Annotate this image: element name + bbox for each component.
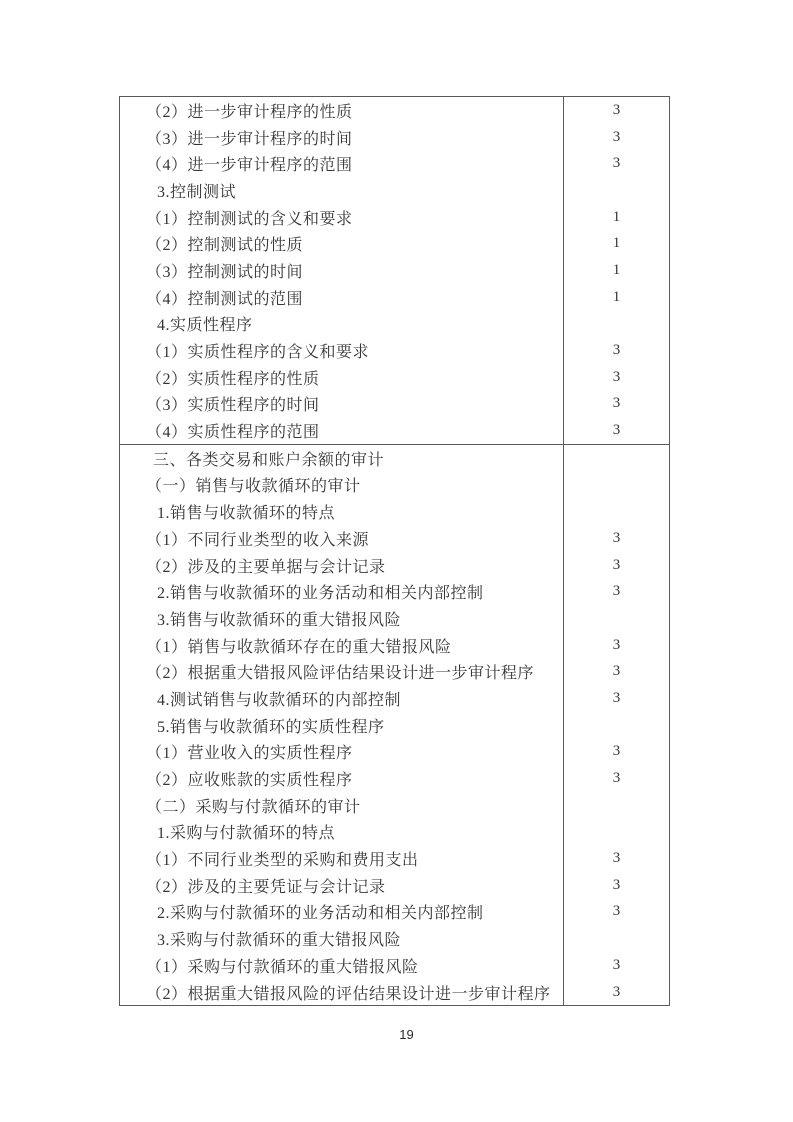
topic-cell: （3）进一步审计程序的时间 [146,130,353,148]
level-cell: 3 [563,525,669,552]
table-row [120,204,669,231]
table-row [120,899,669,926]
table-row [120,391,669,418]
topic-cell: （2）控制测试的性质 [146,237,304,255]
table-row [120,257,669,284]
table-row [120,739,669,766]
topic-cell: （1）不同行业类型的收入来源 [146,531,370,549]
topic-cell: 3.采购与付款循环的重大错报风险 [157,932,402,950]
table-row [120,605,669,632]
level-cell: 3 [563,872,669,899]
level-cell: 3 [563,578,669,605]
table-row [120,765,669,792]
level-cell: 3 [563,124,669,151]
table-row [120,230,669,257]
topic-cell: 1.销售与收款循环的特点 [157,505,336,523]
topic-cell: （1）采购与付款循环的重大错报风险 [146,958,419,976]
table-row [120,525,669,552]
table-row [120,819,669,846]
level-cell: 3 [563,364,669,391]
level-cell: 1 [563,257,669,284]
table-row [120,552,669,579]
topic-cell: 4.测试销售与收款循环的内部控制 [157,691,402,709]
level-cell [563,177,669,204]
topic-cell: 4.实质性程序 [157,317,253,335]
level-cell: 3 [563,952,669,979]
level-cell: 3 [563,97,669,124]
level-cell [563,819,669,846]
table-row [120,979,669,1006]
level-cell [563,712,669,739]
table-row [120,632,669,659]
level-cell: 3 [563,979,669,1006]
table-row [120,792,669,819]
level-cell: 3 [563,552,669,579]
table-row [120,311,669,338]
topic-cell: （一）销售与收款循环的审计 [146,478,361,496]
topic-cell: （1）实质性程序的含义和要求 [146,344,370,362]
level-cell [563,498,669,525]
table-row [120,845,669,872]
table-row [120,284,669,311]
table-row [120,417,669,444]
level-cell: 3 [563,632,669,659]
level-cell: 3 [563,391,669,418]
table-row [120,712,669,739]
topic-cell: 三、各类交易和账户余额的审计 [153,451,385,469]
table-row [120,578,669,605]
table-row [120,658,669,685]
topic-cell: （2）涉及的主要凭证与会计记录 [146,878,386,896]
topic-cell: （4）进一步审计程序的范围 [146,157,353,175]
table-section [120,97,669,444]
topic-cell: （1）不同行业类型的采购和费用支出 [146,852,419,870]
topic-cell: （2）进一步审计程序的性质 [146,103,353,121]
level-cell: 1 [563,204,669,231]
level-cell: 3 [563,685,669,712]
level-cell: 3 [563,417,669,444]
topic-cell: （1）销售与收款循环存在的重大错报风险 [146,638,452,656]
topic-cell: （4）实质性程序的范围 [146,424,320,442]
level-cell: 1 [563,284,669,311]
level-cell: 3 [563,658,669,685]
table-row [120,952,669,979]
topic-cell: （1）控制测试的含义和要求 [146,210,353,228]
topic-cell: （3）实质性程序的时间 [146,397,320,415]
level-cell: 3 [563,150,669,177]
level-cell [563,472,669,499]
level-cell: 3 [563,337,669,364]
level-cell: 3 [563,739,669,766]
topic-cell: 3.控制测试 [157,183,237,201]
level-cell [563,311,669,338]
level-cell [563,605,669,632]
table-row [120,685,669,712]
topic-cell: 3.销售与收款循环的重大错报风险 [157,611,402,629]
level-cell [563,925,669,952]
level-cell: 3 [563,899,669,926]
level-cell: 3 [563,765,669,792]
topic-cell: （2）实质性程序的性质 [146,370,320,388]
topic-cell: （2）应收账款的实质性程序 [146,772,353,790]
topic-cell: （2）涉及的主要单据与会计记录 [146,558,386,576]
table-row [120,498,669,525]
topic-cell: （二）采购与付款循环的审计 [146,798,361,816]
table-row [120,472,669,499]
topic-cell: （2）根据重大错报风险评估结果设计进一步审计程序 [146,665,535,683]
level-cell [563,445,669,472]
table-row [120,124,669,151]
topic-cell: （1）营业收入的实质性程序 [146,745,353,763]
level-cell [563,792,669,819]
topic-cell: （3）控制测试的时间 [146,263,304,281]
topic-cell: （2）根据重大错报风险的评估结果设计进一步审计程序 [146,985,551,1003]
topic-cell: （4）控制测试的范围 [146,290,304,308]
table-row [120,872,669,899]
syllabus-table [119,96,670,1006]
table-row [120,445,669,472]
table-row [120,177,669,204]
level-cell: 3 [563,845,669,872]
table-row [120,925,669,952]
table-row [120,337,669,364]
table-row [120,97,669,124]
topic-cell: 1.采购与付款循环的特点 [157,825,336,843]
level-cell: 1 [563,230,669,257]
table-section [120,444,669,1005]
topic-cell: 5.销售与收款循环的实质性程序 [157,718,385,736]
topic-cell: 2.销售与收款循环的业务活动和相关内部控制 [157,585,484,603]
table-row [120,364,669,391]
page-number: 19 [399,1027,414,1042]
table-row [120,150,669,177]
topic-cell: 2.采购与付款循环的业务活动和相关内部控制 [157,905,484,923]
